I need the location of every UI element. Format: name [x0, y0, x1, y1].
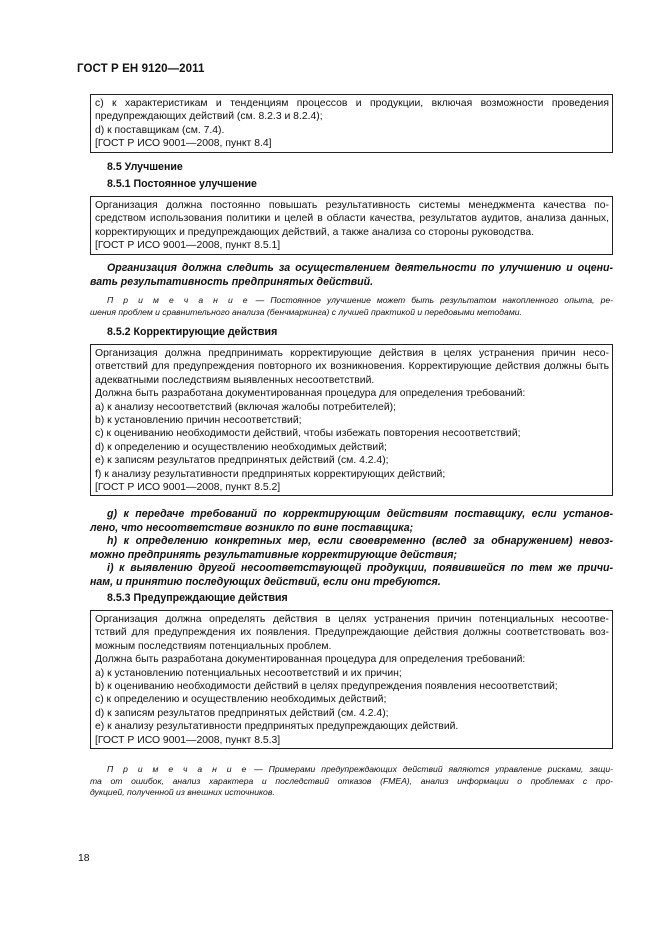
text-line: можным последствиям потенциальных проблем. [95, 640, 332, 652]
section-heading-8-5-3: 8.5.3 Предупреждающие действия [107, 592, 288, 604]
text-line: корректирующих и предупреждающих действий, а также анализа со стороны руководства. [95, 226, 535, 238]
text-line: средством использования политики и целей в области качества, результатов аудитов, анализа данных, [95, 213, 609, 225]
list-item: d) к определению и осуществлению необходимых действий; [95, 441, 387, 453]
text-line: вать результативность предпринятых действий. [90, 275, 374, 288]
text-line: Организация должна следить за осуществлением деятельности по улучшению и оцени- [107, 262, 613, 274]
list-item: e) к анализу результативности предпринятых предупреждающих действий. [95, 721, 459, 733]
text-line: Должна быть разработана документированная процедура для определения требований: [95, 654, 526, 666]
section-heading-8-5: 8.5 Улучшение [107, 161, 183, 173]
quoted-requirement-box-8-5-1 [90, 196, 613, 255]
list-item: c) к оцениванию необходимости действий, чтобы избежать повторения несоответствий; [95, 428, 521, 440]
text-line: можно предпринять результативные корректирующие действия; [90, 548, 458, 561]
reference-line: [ГОСТ Р ИСО 9001—2008, пункт 8.5.3] [95, 734, 281, 746]
list-item: g) к передаче требований по корректирующим действиям поставщику, если установ- [107, 508, 613, 520]
text-line: Организация должна предпринимать корректирующие действия в целях устранения причин несо- [95, 348, 609, 359]
list-item: h) к определению конкретных мер, если своевременно (вслед за обнаружением) невоз- [107, 535, 613, 548]
text-line: тствий для предупреждения их появления. Предупреждающие действия должны соответствовать воз- [95, 627, 609, 639]
note-line: та от ошибок, анализ характера и последствий отказов (FMEA), анализ информации о проблемах с про- [90, 775, 613, 786]
text-line: нам, и принятию последующих действий, если они требуются. [90, 575, 441, 588]
note-text: — Постоянное улучшение может быть результатом накопленного опыта, ре- [249, 295, 613, 305]
quoted-requirement-box-8-5-2 [90, 344, 613, 496]
text-line: предупреждающих действий (см. 8.2.3 и 8.2.4); [95, 111, 323, 123]
list-item: c) к определению и осуществлению необходимых действий; [95, 694, 387, 706]
text-line: d) к поставщикам (см. 7.4). [95, 124, 225, 136]
list-item: e) к записям результатов предпринятых действий (см. 4.2.4); [95, 455, 389, 467]
additional-requirement-list [90, 508, 613, 590]
list-item: d) к записям результатов предпринятых действий (см. 4.2.4); [95, 707, 389, 719]
list-item: b) к установлению причин несоответствий; [95, 415, 302, 427]
note-line: шения проблем и сравнительного анализа (бенчмаркинга) с лучшей практикой и передовыми методами. [90, 306, 522, 317]
quoted-requirement-box-8-4 [90, 94, 613, 153]
quoted-requirement-box-8-5-3 [90, 610, 613, 749]
page-number: 18 [78, 853, 90, 864]
text-line: Организация должна определять действия в целях устранения причин потенциальных несоотве- [95, 614, 609, 625]
text-line: лено, что несоответствие возникло по вине поставщика; [90, 521, 414, 534]
section-heading-8-5-1: 8.5.1 Постоянное улучшение [107, 178, 257, 190]
text-line: c) к характеристикам и тенденциям процессов и продукции, включая возможности проведения [95, 98, 609, 109]
additional-requirement-text [90, 262, 613, 289]
list-item: b) к оцениванию необходимости действий в целях предупреждения появления несоответствий; [95, 681, 558, 693]
section-heading-8-5-2: 8.5.2 Корректирующие действия [107, 326, 278, 338]
list-item: a) к анализу несоответствий (включая жалобы потребителей); [95, 401, 396, 413]
note-line [90, 764, 613, 776]
note-8-5-3 [90, 764, 613, 799]
text-line: Должна быть разработана документированная процедура для определения требований: [95, 388, 526, 400]
standard-code-header: ГОСТ Р ЕН 9120—2011 [77, 63, 205, 75]
reference-line: [ГОСТ Р ИСО 9001—2008, пункт 8.5.1] [95, 240, 281, 252]
list-item: i) к выявлению другой несоответствующей продукции, появившейся по тем же причи- [107, 562, 613, 575]
note-text: — Примерами предупреждающих действий являются управление рисками, защи- [248, 764, 613, 774]
text-line: Организация должна постоянно повышать результативность системы менеджмента качества по- [95, 200, 609, 211]
note-8-5-1 [90, 295, 613, 318]
list-item: f) к анализу результативности предпринятых корректирующих действий; [95, 468, 446, 480]
reference-line: [ГОСТ Р ИСО 9001—2008, пункт 8.5.2] [95, 482, 281, 494]
note-line: дукцией, полученной из внешних источников. [90, 787, 275, 798]
text-line: адекватными последствиям выявленных несоответствий. [95, 374, 375, 386]
note-label: П р и м е ч а н и е [107, 295, 250, 305]
list-item: a) к установлению потенциальных несоответствий и их причин; [95, 667, 402, 679]
reference-line: [ГОСТ Р ИСО 9001—2008, пункт 8.4] [95, 138, 272, 150]
text-line: ответствий для предупреждения повторного их возникновения. Корректирующие действия должны быть [95, 361, 609, 373]
note-label: П р и м е ч а н и е [107, 764, 249, 774]
note-line [90, 295, 613, 307]
